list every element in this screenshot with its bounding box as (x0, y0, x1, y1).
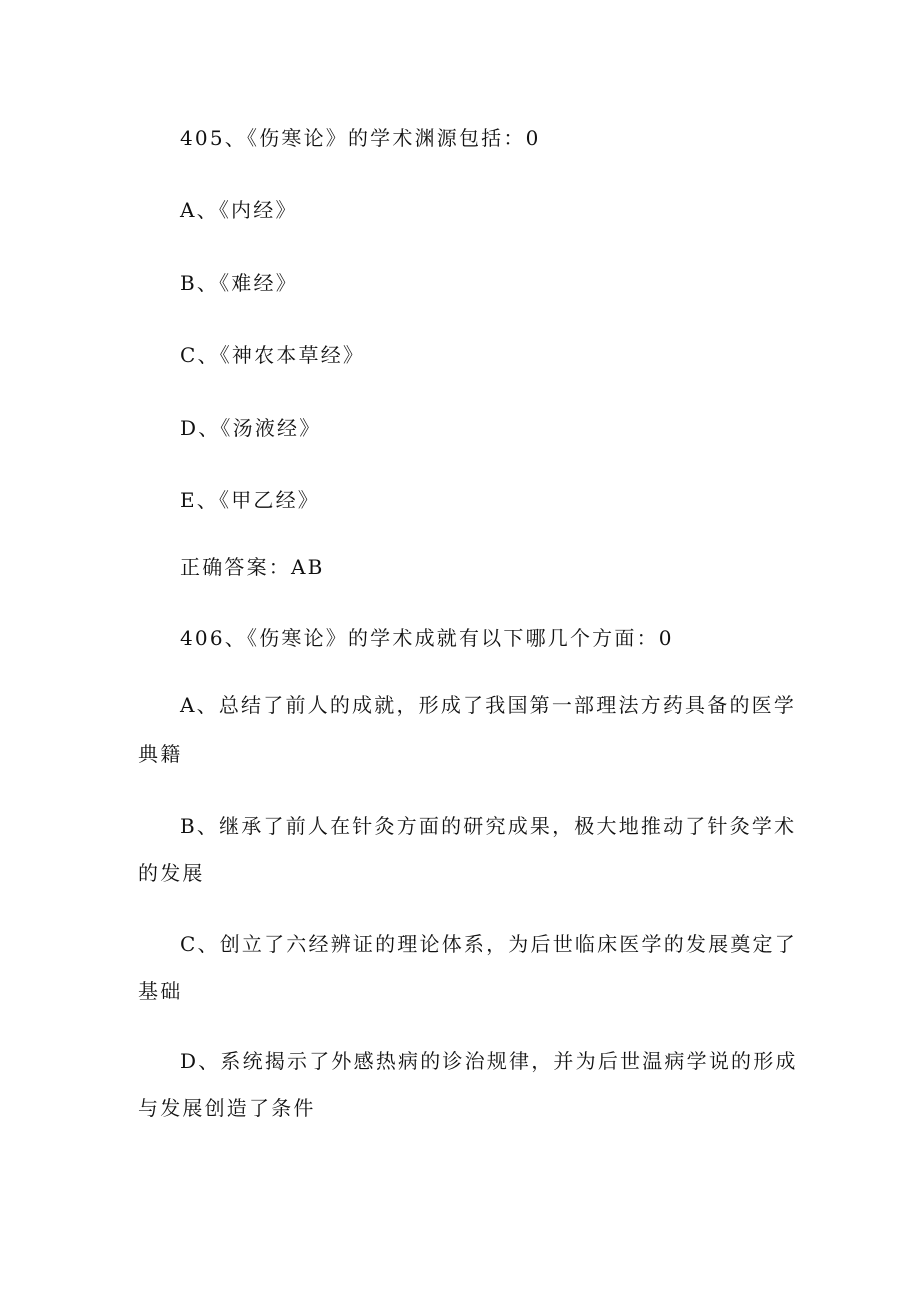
question-406-option-c-line2: 基础 (138, 979, 183, 1003)
question-405-option-d: D、《汤液经》 (180, 416, 322, 440)
question-406-stem: 406、《伤寒论》的学术成就有以下哪几个方面：0 (180, 626, 674, 650)
question-405-option-a: A、《内经》 (180, 198, 298, 222)
question-406-option-b-line2: 的发展 (138, 861, 205, 885)
question-406-option-b-line1: B、继承了前人在针灸方面的研究成果，极大地推动了针灸学术 (180, 814, 797, 838)
question-406-option-a-line1: A、总结了前人的成就，形成了我国第一部理法方药具备的医学 (180, 693, 797, 717)
question-405-option-b: B、《难经》 (180, 271, 298, 295)
question-405-answer: 正确答案：AB (180, 555, 325, 579)
question-406-option-d-line2: 与发展创造了条件 (138, 1096, 316, 1120)
question-405-stem: 405、《伤寒论》的学术渊源包括：0 (180, 126, 541, 150)
question-405-option-e: E、《甲乙经》 (180, 488, 320, 512)
question-406-option-c-line1: C、创立了六经辨证的理论体系，为后世临床医学的发展奠定了 (180, 932, 797, 956)
question-405-option-c: C、《神农本草经》 (180, 343, 366, 367)
question-406-option-d-line1: D、系统揭示了外感热病的诊治规律，并为后世温病学说的形成 (180, 1049, 798, 1073)
question-406-option-a-line2: 典籍 (138, 742, 183, 766)
